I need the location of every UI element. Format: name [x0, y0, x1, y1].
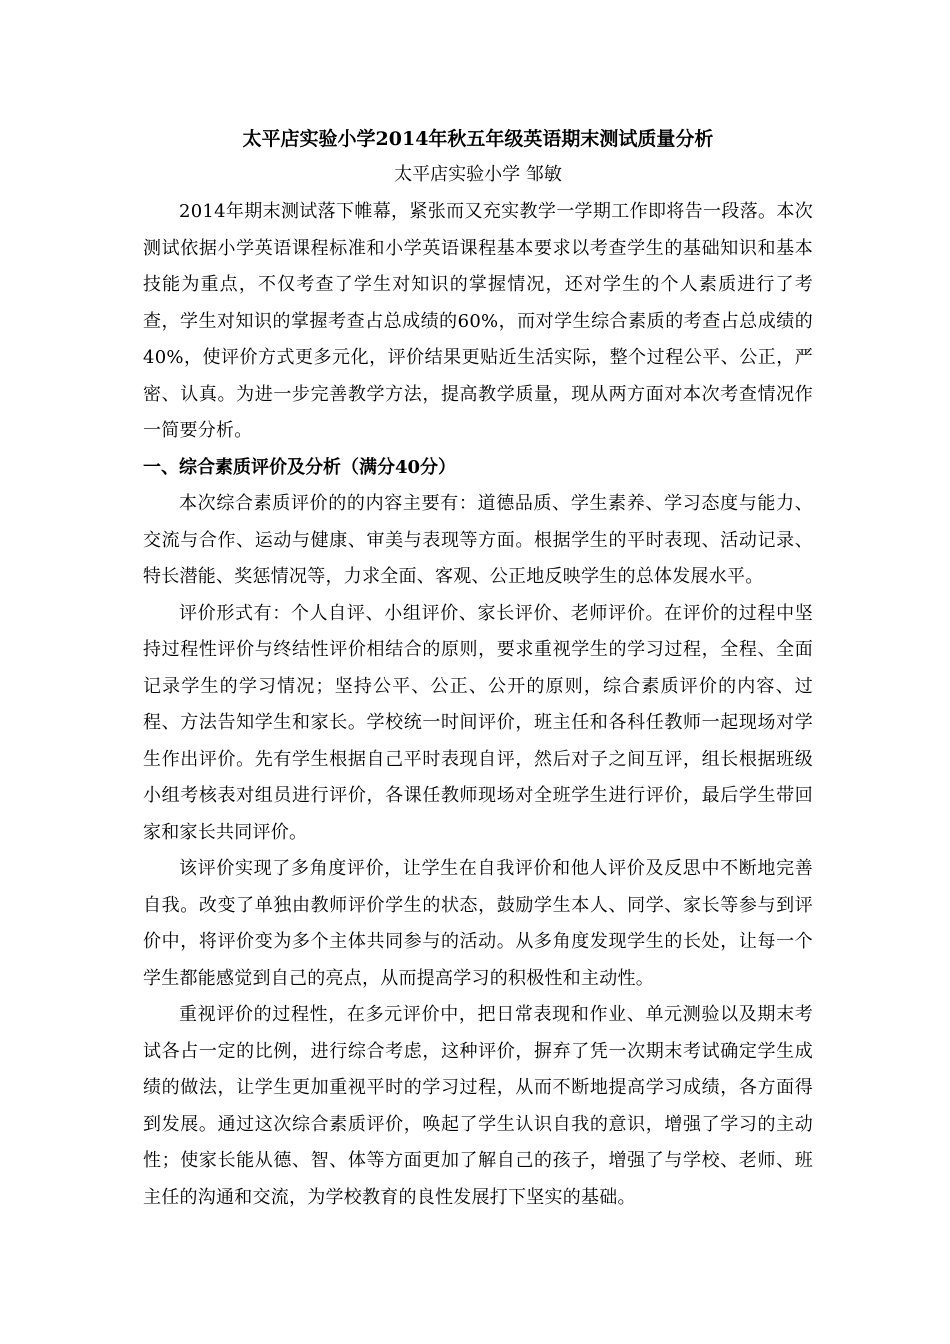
intro-paragraph: 2014年期末测试落下帷幕，紧张而又充实教学一学期工作即将告一段落。本次测试依据小学英语课程标准和小学英语课程基本要求以考查学生的基础知识和基本技能为重点，不仅考查了学生对知识的掌握情况，还对学生的个人素质进行了考查，学生对知识的掌握考查占总成绩的60%，而对学生综合素质的考查占总成绩的40%，使评价方式更多元化，评价结果更贴近生活实际，整个过程公平、公正，严密、认真。为进一步完善教学方法，提高教学质量，现从两方面对本次考查情况作一简要分析。: [143, 201, 813, 441]
section-1-paragraph-4: 重视评价的过程性，在多元评价中，把日常表现和作业、单元测验以及期末考试各占一定的比例，进行综合考虑，这种评价，摒弃了凭一次期末考试确定学生成绩的做法，让学生更加重视平时的学习过程，从而不断地提高学习成绩，各方面得到发展。通过这次综合素质评价，唤起了学生认识自我的意识，增强了学习的主动性；使家长能从德、智、体等方面更加了解自己的孩子，增强了与学校、老师、班主任的沟通和交流，为学校教育的良性发展打下坚实的基础。: [143, 1004, 813, 1208]
section-1-paragraph-1: 本次综合素质评价的的内容主要有：道德品质、学生素养、学习态度与能力、交流与合作、运动与健康、审美与表现等方面。根据学生的平时表现、活动记录、特长潜能、奖惩情况等，力求全面、客观、公正地反映学生的总体发展水平。: [143, 493, 813, 587]
section-1-paragraph-2: 评价形式有：个人自评、小组评价、家长评价、老师评价。在评价的过程中坚持过程性评价与终结性评价相结合的原则，要求重视学生的学习过程，全程、全面记录学生的学习情况；坚持公平、公正、公开的原则，综合素质评价的内容、过程、方法告知学生和家长。学校统一时间评价，班主任和各科任教师一起现场对学生作出评价。先有学生根据自己平时表现自评，然后对子之间互评，组长根据班级小组考核表对组员进行评价，各课任教师现场对全班学生进行评价，最后学生带回家和家长共同评价。: [143, 602, 813, 843]
document-title: 太平店实验小学2014年秋五年级英语期末测试质量分析: [242, 128, 714, 150]
document-body: [143, 120, 813, 1216]
author-line: 太平店实验小学 邹敏: [394, 164, 562, 185]
section-1-heading: 一、综合素质评价及分析（满分40分）: [143, 456, 457, 478]
section-1-paragraph-3: 该评价实现了多角度评价，让学生在自我评价和他人评价及反思中不断地完善自我。改变了单独由教师评价学生的状态，鼓励学生本人、同学、家长等参与到评价中，将评价变为多个主体共同参与的活动。从多角度发现学生的长处，让每一个学生都能感觉到自己的亮点，从而提高学习的积极性和主动性。: [143, 858, 813, 989]
